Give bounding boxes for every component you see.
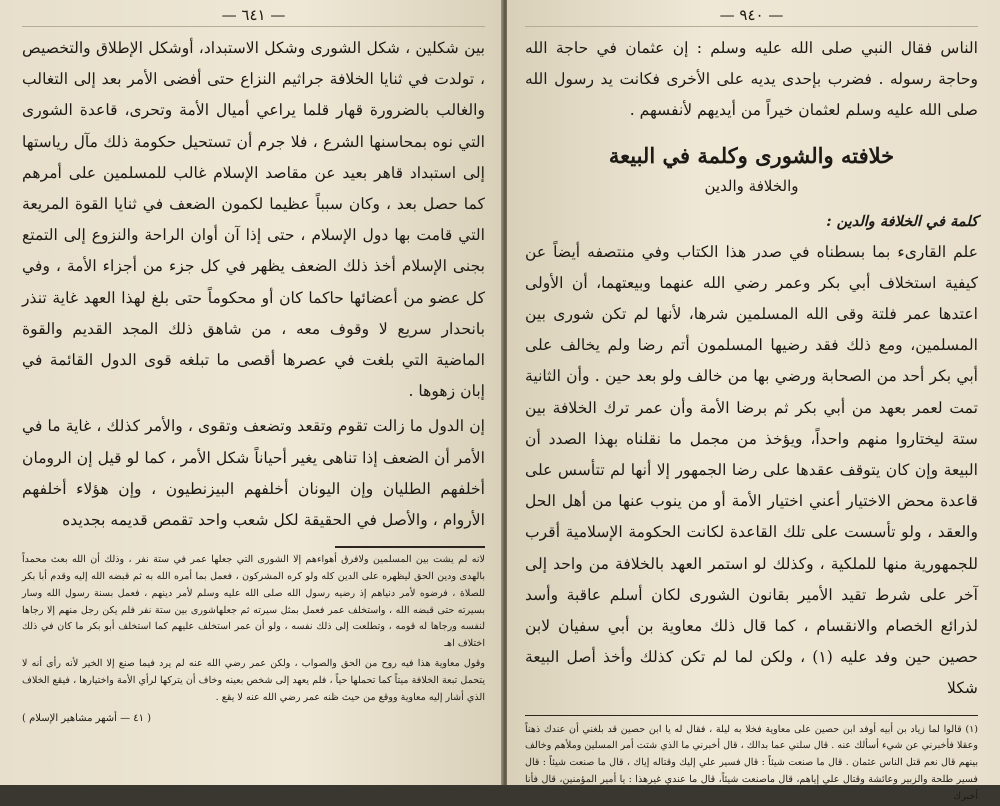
left-paragraph-2: إن الدول ما زالت تقوم وتقعد وتضعف وتقوى ، والأمر كذلك ، غاية ما في الأمر أن الضعف إذا تناهى يغير أحياناً شكل الأمر ، كما لو قيل إن الرومان أخلفهم الطليان وإن اليونان أخلفهم البيزنطيون ، وإن هؤلاء أخلفهم الأروام ، والأصل في الحقيقة لكل شعب واحد تقمص قديمه بجديده <box>22 417 485 530</box>
right-intro-paragraph: الناس فقال النبي صلى الله عليه وسلم : إن عثمان في حاجة الله وحاجة رسوله . فضرب بإحدى يديه على الأخرى فكانت يد رسول الله صلى الله عليه وسلم لعثمان خيراً من أيديهم لأنفسهم . <box>525 39 978 120</box>
right-paragraph-1: علم القارىء بما بسطناه في صدر هذا الكتاب وفي منتصفه أيضاً عن كيفية استخلاف أبي بكر وعمر رضي الله عنهما وبيعتهما، أن الأولى اعتدها عمر فلتة وقى الله المسلمين شرها، لأنها لم تكن شورى بين المسلمين، ومع ذلك فقد رضيها المسلمون أتم رضا ولم يخالف على أبي بكر أحد من الصحابة ورضي بها من خالف ولو بعد حين . وأن الثانية تمت لعمر بعهد من أبي بكر ثم برضا الأمة وأن عمر ترك الخلافة بين ستة ليختاروا منهم واحداً، ويؤخذ من مجمل ما نقلناه بهذا الصدد أن البيعة وإن كان يتوقف عقدها على رضا الجمهور إلا أنها لم تتأسس على قاعدة محض الاختيار أعني اختيار الأمة أو من ينوب عنها من أهل الحل والعقد ، ولو تأسست على تلك القاعدة لكانت الحكومة الإسلامية أقرب للجمهورية منها للملكية ، وكذلك لو استمر العهد بالخلافة من واحد إلى آخر على شرط تقيد الأمير بقانون الشورى لكان أسلم عاقبة وأسد لذرائع الخصام والانقسام ، كما قال ذلك معاوية بن أبي سفيان لابن حصين حين وفد عليه (١) ، ولكن لما لم تكن كذلك وأخذ أصل البيعة شكلا <box>525 242 978 698</box>
left-page-body <box>22 33 485 536</box>
section-heading: كلمة في الخلافة والدين : <box>826 212 978 230</box>
right-page-number: — ٩٤٠ — <box>525 4 978 27</box>
left-page-number: — ٦٤١ — <box>22 4 485 27</box>
right-page-body <box>525 33 978 705</box>
left-footnote-2: وقول معاوية هذا فيه روح من الحق والصواب ، ولكن عمر رضي الله عنه لم يرد فيما صنع إلا الخير لأنه رأى أنه لا يتحمل تبعة الخلافة ميتاً كما تحملها حياً ، فلم يعهد إلى شخص بعينه وخاف أن يتركها لرأي الأمة واختيارها ، فيقع الخلاف الذي أشار إليه معاوية ووقع من حيث ظنه عمر رضي الله عنه لا يقع . <box>22 658 485 703</box>
right-page <box>507 0 1000 802</box>
right-footnotes <box>525 715 978 806</box>
left-paragraph-1: بين شكلين ، شكل الشورى وشكل الاستبداد، أوشكل الإطلاق والتخصيص ، تولدت في ثنايا الخلافة جراثيم النزاع حتى أفضى الأمر بعد إلى التغالب والغالب بالضرورة قهار قلما يراعي أميال الأمة وتحرى، قاعدة الشورى التي نوه بمحاسنها الشرع ، فلا جرم أن تستحيل حكومة ذلك مآل رياستها إلى استبداد قاهر بعيد عن مقاصد الإسلام غالب للمسلمين على أمرهم كما حصل بعد ، وكان سبباً عظيما لكمون الضعف في ثنايا القوة المريعة التي قامت بها دول الإسلام ، حتى إذا آن أوان الراحة والنزوع إلى التمتع بجنى الإسلام أخذ ذلك الضعف يظهر في كل جزء من أجزاء الأمة ، وفي كل عضو من أعضائها حاكما كان أو محكوماً حتى بلغ لهذا العهد غاية تنذر بانحدار سريع لا وقوف معه ، من شاهق ذلك المجد القديم والقوة الماضية التي بلغت في عصرها أقصى ما تبلغه قوى الدول القائمة في إبان زهوها . <box>22 39 485 401</box>
right-footnote-1: (١) قالوا لما زياد بن أبيه أوفد ابن حصين على معاوية فخلا به ليلة ، فقال له يا ابن حصين قد بلغني أن عندك ذهناً وعقلا فأخبرني عن شيء أسألك عنه . قال سلني عما بدالك ، قال أخبرني ما الذي شتت أمر المسلين وملأهم وخالف بينهم قال نعم قتل الناس عثمان . قال ما صنعت شيئاً : قال فسير علي إليك وقتاله إياك ، قال ما صنعت شيئاً : قال فسير طلحة والزبير وعائشة وقتال علي إياهم، قال ماصنعت شيئاً، قال ما عندي غيرهذا : يا أمير المؤمنين، قال فأنا أخبرك <box>525 723 978 802</box>
left-footnote-1: لانه لم يشت بين المسلمين ولافرق أهواءهم إلا الشورى التي جعلها عمر في ستة نفر ، وذلك أن الله بعث محمداً بالهدى ودين الحق ليظهره على الدين كله ولو كره المشركون ، فعمل بما أمره الله به ثم قبضه الله إليه وقدم أبا بكر للصلاة ، فرضوه لأمر دنياهم إذ رضيه رسول الله صلى الله عليه وسلم لأمر دينهم ، فعمل بسنة رسول الله وسار بسيرته حتى قبضه الله ، واستخلف عمر فعمل بمثل سيرته ثم جعلهاشورى بين ستة نفر فلم يكن رجل منهم إلا رجاها لنفسه ورجاها له قومه ، وتطلعت إلى ذلك نفسه ، ولو أن عمر استخلف عليهم كما استخلف أبو بكر ما كان في ذلك اختلاف اهـ <box>22 554 485 650</box>
chapter-title: خلافته والشورى وكلمة في البيعة <box>608 142 895 168</box>
footnote-separator <box>22 546 485 548</box>
left-footnotes <box>22 552 485 728</box>
chapter-subtitle: والخلافة والدين <box>704 176 799 195</box>
book-signature: ( ٤١ — أشهر مشاهير الإسلام ) <box>22 713 152 725</box>
left-page <box>0 0 503 785</box>
